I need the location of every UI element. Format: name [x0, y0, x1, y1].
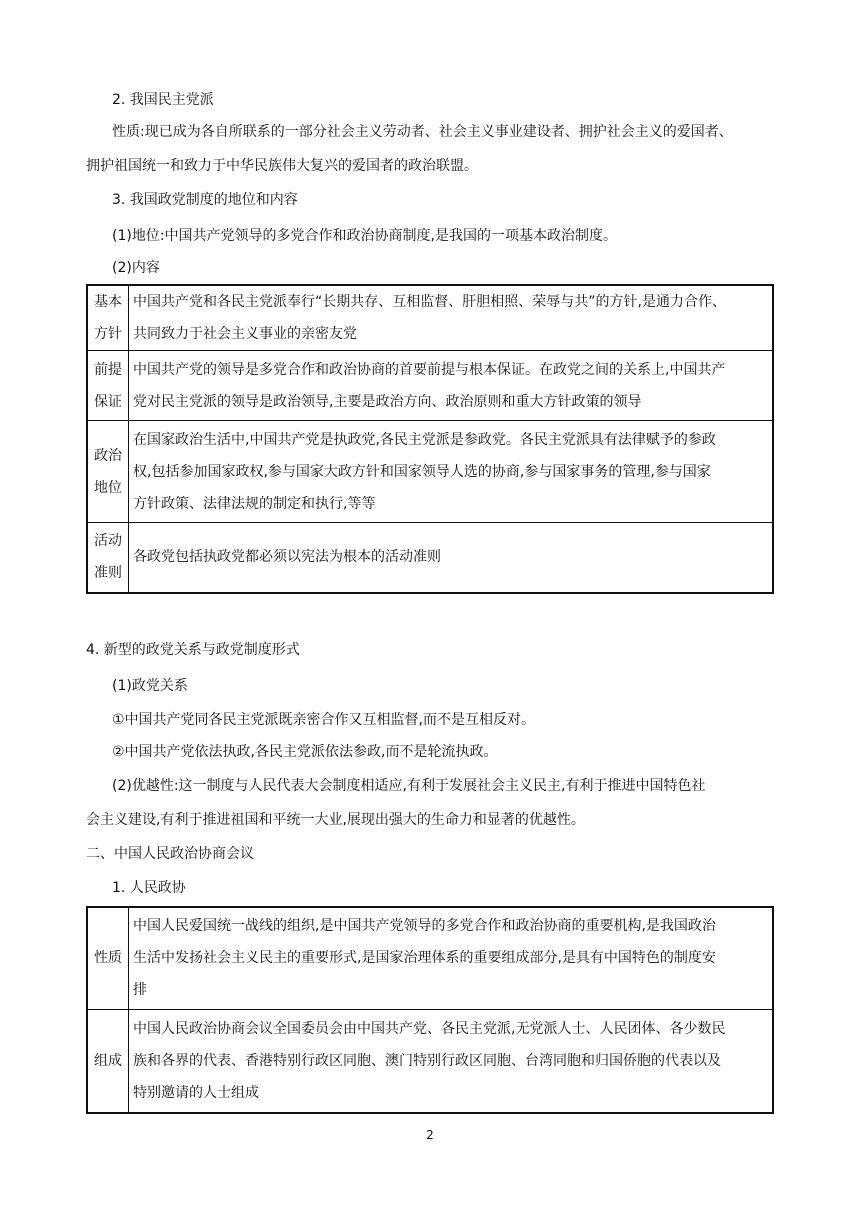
table-row — [87, 1009, 773, 1113]
table-row — [87, 907, 773, 1009]
section-4-advantage-line-1: (2)优越性:这一制度与人民代表大会制度相适应,有利于发展社会主义民主,有利于推进中国特色社 — [112, 778, 706, 794]
section-4-point-1: ①中国共产党同各民主党派既亲密合作又互相监督,而不是互相反对。 — [112, 712, 535, 728]
section-2-nature-line-2: 拥护祖国统一和致力于中华民族伟大复兴的爱国者的政治联盟。 — [86, 158, 478, 174]
row-value: 各政党包括执政党都必须以宪法为根本的活动准则 — [129, 523, 774, 593]
section-4-heading: 4. 新型的政党关系与政党制度形式 — [86, 642, 300, 658]
section-3-status: (1)地位:中国共产党领导的多党合作和政治协商制度,是我国的一项基本政治制度。 — [112, 228, 617, 244]
section-2-nature-line-1: 性质:现已成为各自所联系的一部分社会主义劳动者、社会主义事业建设者、拥护社会主义的爱国者、 — [112, 124, 733, 140]
row-key: 活动 准则 — [87, 523, 129, 593]
party-system-content-table — [86, 284, 774, 594]
cppcc-table — [86, 906, 774, 1114]
section-3-content-label: (2)内容 — [112, 260, 160, 276]
row-key: 政治 地位 — [87, 421, 129, 523]
row-value: 中国人民政治协商会议全国委员会由中国共产党、各民主党派,无党派人士、人民团体、各少数民 族和各界的代表、香港特别行政区同胞、澳门特别行政区同胞、台湾同胞和归国侨胞的代表以及 特别邀请的人士组成 — [129, 1009, 774, 1113]
row-key: 组成 — [87, 1009, 129, 1113]
part-2-sub-heading: 1. 人民政协 — [112, 880, 186, 896]
table-row — [87, 285, 773, 351]
section-2-heading: 2. 我国民主党派 — [112, 92, 214, 108]
row-key: 性质 — [87, 907, 129, 1009]
row-value: 中国人民爱国统一战线的组织,是中国共产党领导的多党合作和政治协商的重要机构,是我国政治 生活中发扬社会主义民主的重要形式,是国家治理体系的重要组成部分,是具有中国特色的制度安 排 — [129, 907, 774, 1009]
section-4-point-2: ②中国共产党依法执政,各民主党派依法参政,而不是轮流执政。 — [112, 744, 498, 760]
part-2-heading: 二、中国人民政治协商会议 — [86, 846, 254, 862]
row-value: 在国家政治生活中,中国共产党是执政党,各民主党派是参政党。各民主党派具有法律赋予的参政 权,包括参加国家政权,参与国家大政方针和国家领导人选的协商,参与国家事务的管理,参与国家 方针政策、法律法规的制定和执行,等等 — [129, 421, 774, 523]
section-4-relation-label: (1)政党关系 — [112, 678, 188, 694]
section-4-advantage-line-2: 会主义建设,有利于推进祖国和平统一大业,展现出强大的生命力和显著的优越性。 — [86, 812, 585, 828]
table-row — [87, 523, 773, 593]
row-key: 基本 方针 — [87, 285, 129, 351]
page-number: 2 — [426, 1128, 434, 1142]
table-row — [87, 351, 773, 421]
row-key: 前提 保证 — [87, 351, 129, 421]
row-value: 中国共产党的领导是多党合作和政治协商的首要前提与根本保证。在政党之间的关系上,中国共产 党对民主党派的领导是政治领导,主要是政治方向、政治原则和重大方针政策的领导 — [129, 351, 774, 421]
table-row — [87, 421, 773, 523]
section-3-heading: 3. 我国政党制度的地位和内容 — [112, 192, 298, 208]
row-value: 中国共产党和各民主党派奉行“长期共存、互相监督、肝胆相照、荣辱与共”的方针,是通力合作、 共同致力于社会主义事业的亲密友党 — [129, 285, 774, 351]
